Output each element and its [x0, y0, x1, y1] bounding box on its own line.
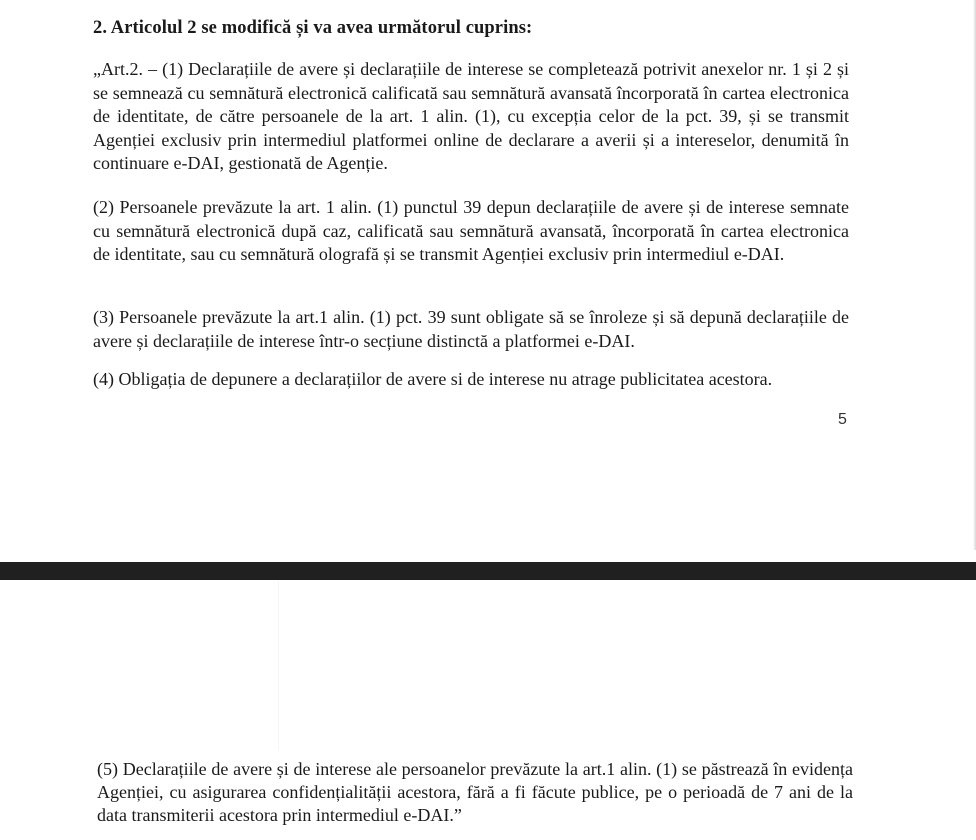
paragraph-5: (5) Declarațiile de avere și de interese ale persoanelor prevăzute la art.1 alin. (1) se păstrează în evidența Agenției, cu asigurarea confidențialității acestora, fără a fi făcute publice, pe o perioadă de 7 ani de la data transmiterii acestora prin intermediul e-DAI.”	[97, 759, 853, 825]
section-heading: 2. Articolul 2 se modifică și va avea următorul cuprins:	[93, 18, 533, 38]
page-number: 5	[838, 411, 847, 428]
document-page-bottom	[0, 580, 976, 840]
paragraph-1: „Art.2. – (1) Declarațiile de avere și declarațiile de interese se completează potrivit anexelor nr. 1 și 2 și se semnează cu semnătură electronică calificată sau semnătură avansată încorporată în cartea electronica de identitate, de către persoanele de la art. 1 alin. (1), cu excepția celor de la pct. 39, și se transmit Agenției exclusiv prin intermediul platformei online de declarare a averii și a intereselor, denumită în continuare e-DAI, gestionată de Agenție.	[93, 59, 849, 173]
paragraph-2: (2) Persoanele prevăzute la art. 1 alin. (1) punctul 39 depun declarațiile de avere și de interese semnate cu semnătură electronică după caz, calificată sau semnătură avansată, încorporată în cartea electronica de identitate, sau cu semnătură olografă și se transmit Agenției exclusiv prin intermediul e-DAI.	[93, 197, 849, 264]
paragraph-3: (3) Persoanele prevăzute la art.1 alin. (1) pct. 39 sunt obligate să se înroleze și să depună declarațiile de avere și declarațiile de interese într-o secțiune distinctă a platformei e-DAI.	[93, 307, 849, 351]
page-divider	[0, 562, 976, 580]
paragraph-4: (4) Obligația de depunere a declarațiilor de avere si de interese nu atrage publicitatea acestora.	[93, 369, 773, 389]
scan-artifact-line	[278, 580, 279, 750]
